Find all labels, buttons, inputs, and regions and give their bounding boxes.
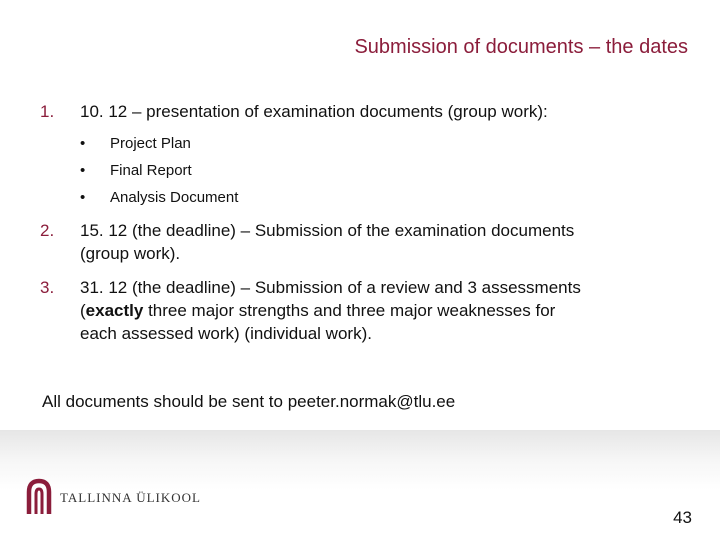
bullet-icon: • [80,189,86,206]
line2-rest: three major strengths and three major weaknesses for [143,301,556,320]
list-item-text-line2: (group work). [80,244,181,263]
bullet-icon: • [80,135,86,152]
list-item-text-line2 [80,299,680,322]
university-logo [26,478,226,518]
closing-note: All documents should be sent to peeter.normak@tlu.ee [42,392,456,411]
tallinn-university-logo-icon [26,478,52,516]
list-item-text-line1: 15. 12 (the deadline) – Submission of the examination documents [80,221,575,240]
logo-text: TALLINNA ÜLIKOOL [60,490,201,505]
list-item-text: 10. 12 – presentation of examination documents (group work): [80,102,548,121]
list-number: 2. [40,221,55,240]
bullet-text: Analysis Document [110,189,239,206]
list-item-text-line1: 31. 12 (the deadline) – Submission of a review and 3 assessments [80,278,581,297]
list-item-text-line3: each assessed work) (individual work). [80,324,372,343]
emphasis-exactly: exactly [85,301,144,320]
list-number: 1. [40,102,55,121]
bullet-icon: • [80,162,86,179]
list-number: 3. [40,278,55,297]
paren: ( [80,301,86,320]
bullet-text: Final Report [110,162,192,179]
page-number: 43 [673,508,692,527]
bullet-text: Project Plan [110,135,191,152]
slide-title: Submission of documents – the dates [354,36,688,58]
